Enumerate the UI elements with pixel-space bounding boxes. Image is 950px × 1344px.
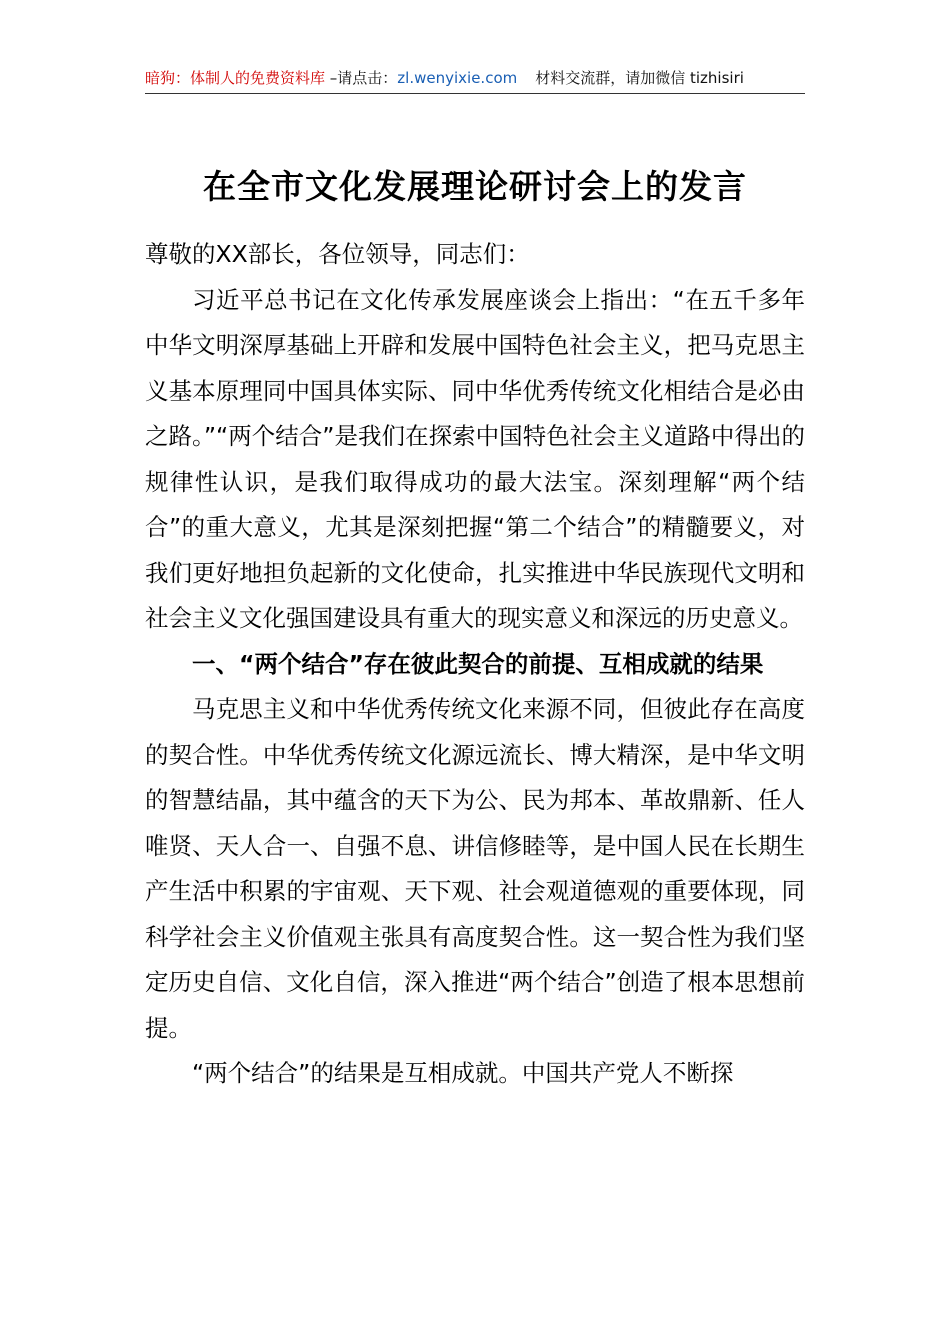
- paragraph-section1: 马克思主义和中华优秀传统文化来源不同，但彼此存在高度的契合性。中华优秀传统文化源远流长、博大精深，是中华文明的智慧结晶，其中蕴含的天下为公、民为邦本、革故鼎新、任人唯贤、天人合一、自强不息、讲信修睦等，是中国人民在长期生产生活中积累的宇宙观、天下观、社会观道德观的重要体现，同科学社会主义价值观主张具有高度契合性。这一契合性为我们坚定历史自信、文化自信，深入推进“两个结合”创造了根本思想前提。: [145, 695, 805, 1042]
- header-site-name: 暗狗：体制人的免费资料库: [145, 69, 326, 87]
- document-title: 在全市文化发展理论研讨会上的发言: [203, 167, 747, 206]
- header-click-prompt: –请点击：: [325, 69, 398, 87]
- section-heading-1: 一、“两个结合”存在彼此契合的前提、互相成就的结果: [192, 649, 764, 678]
- watermark-header: [145, 64, 805, 92]
- header-divider: [145, 93, 805, 94]
- paragraph-continued: “两个结合”的结果是互相成就。中国共产党人不断探: [192, 1059, 734, 1087]
- header-url-link[interactable]: zl.wenyixie.com: [397, 69, 518, 87]
- paragraph-intro: 习近平总书记在文化传承发展座谈会上指出：“在五千多年中华文明深厚基础上开辟和发展中国特色社会主义，把马克思主义基本原理同中国具体实际、同中华优秀传统文化相结合是必由之路。”“两个结合”是我们在探索中国特色社会主义道路中得出的规律性认识，是我们取得成功的最大法宝。深刻理解“两个结合”的重大意义，尤其是深刻把握“第二个结合”的精髓要义，对我们更好地担负起新的文化使命，扎实推进中华民族现代文明和社会主义文化强国建设具有重大的现实意义和深远的历史意义。: [145, 285, 805, 632]
- document-body: [145, 232, 805, 1097]
- header-wechat-note: 材料交流群，请加微信 tizhisiri: [535, 69, 744, 87]
- salutation: 尊敬的XX部长，各位领导，同志们：: [145, 240, 530, 268]
